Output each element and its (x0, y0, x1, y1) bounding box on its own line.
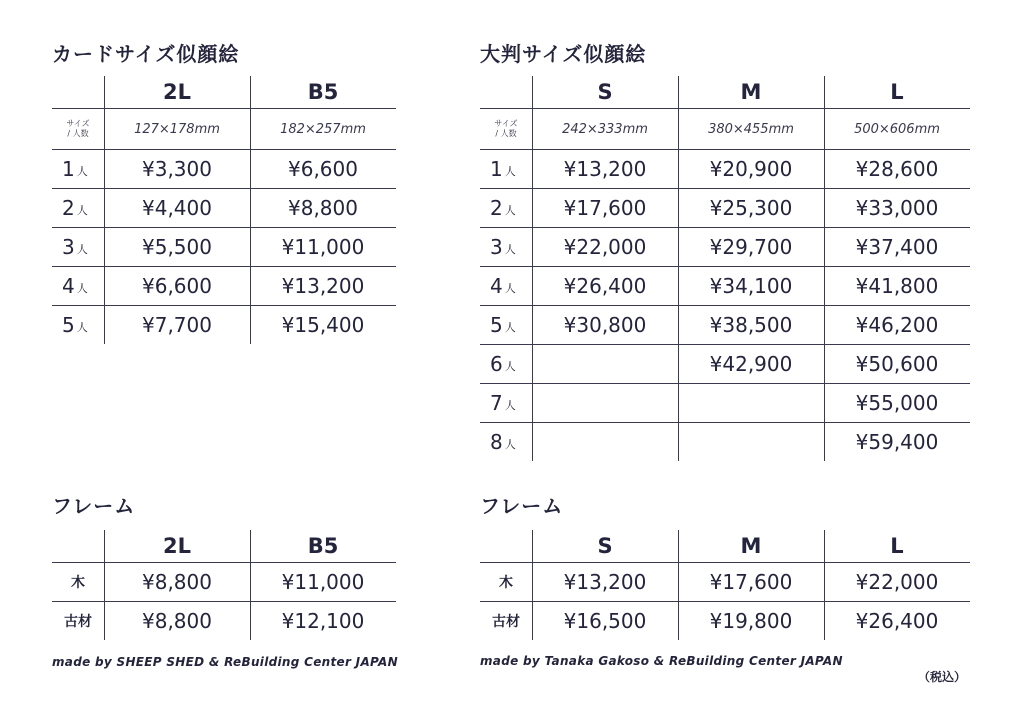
price-cell: ¥26,400 (855, 609, 939, 633)
tax-included-note: （税込） (918, 670, 967, 684)
price-cell (532, 345, 678, 383)
people-unit: 人 (76, 204, 88, 217)
people-number: 5 (62, 313, 75, 337)
people-number: 2 (62, 196, 75, 220)
price-cell: ¥50,600 (855, 352, 939, 376)
people-number: 1 (490, 157, 503, 181)
column-header-l: L (890, 80, 904, 104)
corner-label-people: / 人数 (67, 129, 89, 138)
people-unit: 人 (504, 321, 516, 334)
price-cell: ¥55,000 (855, 391, 939, 415)
column-header-2l: 2L (163, 534, 191, 558)
column-divider (104, 76, 105, 344)
price-cell: ¥13,200 (563, 157, 647, 181)
column-divider (532, 76, 533, 461)
price-cell: ¥13,200 (563, 570, 647, 594)
price-cell: ¥8,800 (288, 196, 358, 220)
price-cell: ¥28,600 (855, 157, 939, 181)
price-row (480, 150, 970, 189)
price-cell: ¥41,800 (855, 274, 939, 298)
large-size-price-table (480, 76, 970, 461)
right-frame-title: フレーム (480, 494, 564, 518)
price-row (480, 228, 970, 267)
price-cell (678, 423, 824, 461)
people-unit: 人 (504, 243, 516, 256)
people-number: 4 (62, 274, 75, 298)
price-cell: ¥3,300 (142, 157, 212, 181)
price-cell: ¥20,900 (709, 157, 793, 181)
price-cell: ¥5,500 (142, 235, 212, 259)
people-number: 2 (490, 196, 503, 220)
left-credit: made by SHEEP SHED & ReBuilding Center JAPAN (52, 655, 398, 669)
price-cell: ¥11,000 (281, 570, 365, 594)
price-cell: ¥8,800 (142, 609, 212, 633)
people-number: 5 (490, 313, 503, 337)
people-number: 1 (62, 157, 75, 181)
people-number: 3 (490, 235, 503, 259)
frame-material-label: 古材 (64, 614, 92, 630)
column-header-b5: B5 (307, 80, 339, 104)
price-cell: ¥17,600 (563, 196, 647, 220)
header-row (480, 530, 970, 563)
column-divider (678, 530, 679, 640)
right-credit: made by Tanaka Gakoso & ReBuilding Center JAPAN (480, 654, 843, 668)
price-cell: ¥13,200 (281, 274, 365, 298)
column-divider (104, 530, 105, 640)
price-cell: ¥8,800 (142, 570, 212, 594)
people-unit: 人 (504, 399, 516, 412)
right-frame-price-table (480, 530, 970, 640)
card-size-price-table (52, 76, 396, 344)
price-cell: ¥59,400 (855, 430, 939, 454)
price-cell: ¥34,100 (709, 274, 793, 298)
people-unit: 人 (504, 360, 516, 373)
size-dimension: 182×257mm (280, 121, 366, 137)
price-cell: ¥4,400 (142, 196, 212, 220)
price-cell: ¥29,700 (709, 235, 793, 259)
column-divider (824, 76, 825, 461)
people-number: 7 (490, 391, 503, 415)
people-number: 3 (62, 235, 75, 259)
corner-label-people: / 人数 (495, 129, 517, 138)
size-people-corner-label (52, 109, 104, 149)
column-divider (824, 530, 825, 640)
price-cell: ¥26,400 (563, 274, 647, 298)
price-cell: ¥30,800 (563, 313, 647, 337)
size-dimension: 500×606mm (854, 121, 940, 137)
price-cell: ¥6,600 (142, 274, 212, 298)
price-cell: ¥42,900 (709, 352, 793, 376)
column-header-2l: 2L (163, 80, 191, 104)
frame-material-label: 木 (499, 575, 513, 591)
large-size-portrait-title: 大判サイズ似顔絵 (480, 42, 647, 66)
price-cell (532, 384, 678, 422)
size-dimension: 242×333mm (562, 121, 648, 137)
column-header-s: S (597, 80, 613, 104)
header-row (480, 76, 970, 109)
price-cell: ¥19,800 (709, 609, 793, 633)
column-divider (678, 76, 679, 461)
frame-material-label: 古材 (492, 614, 520, 630)
price-row (480, 267, 970, 306)
people-number: 6 (490, 352, 503, 376)
column-header-m: M (740, 80, 762, 104)
people-unit: 人 (76, 282, 88, 295)
size-people-corner-label (480, 109, 532, 149)
price-cell: ¥17,600 (709, 570, 793, 594)
people-unit: 人 (76, 321, 88, 334)
size-dimension: 380×455mm (708, 121, 794, 137)
column-divider (532, 530, 533, 640)
people-number: 4 (490, 274, 503, 298)
price-cell: ¥38,500 (709, 313, 793, 337)
price-cell (678, 384, 824, 422)
column-header-b5: B5 (307, 534, 339, 558)
price-row (480, 384, 970, 423)
frame-row (480, 563, 970, 602)
column-header-m: M (740, 534, 762, 558)
price-cell (532, 423, 678, 461)
price-cell: ¥22,000 (563, 235, 647, 259)
left-frame-title: フレーム (52, 494, 136, 518)
price-cell: ¥22,000 (855, 570, 939, 594)
column-divider (250, 76, 251, 344)
price-row (480, 423, 970, 461)
price-cell: ¥37,400 (855, 235, 939, 259)
people-unit: 人 (76, 243, 88, 256)
size-dimension: 127×178mm (134, 121, 220, 137)
people-unit: 人 (504, 165, 516, 178)
price-cell: ¥46,200 (855, 313, 939, 337)
column-header-l: L (890, 534, 904, 558)
frame-material-label: 木 (71, 575, 85, 591)
price-cell: ¥33,000 (855, 196, 939, 220)
people-unit: 人 (76, 165, 88, 178)
price-row (480, 306, 970, 345)
price-cell: ¥16,500 (563, 609, 647, 633)
price-row (480, 189, 970, 228)
corner-label-size: サイズ (494, 119, 518, 128)
people-unit: 人 (504, 438, 516, 451)
card-size-portrait-title: カードサイズ似顔絵 (52, 42, 240, 66)
price-cell: ¥15,400 (281, 313, 365, 337)
left-frame-price-table (52, 530, 396, 640)
price-cell: ¥7,700 (142, 313, 212, 337)
people-unit: 人 (504, 282, 516, 295)
frame-row (480, 602, 970, 640)
column-divider (250, 530, 251, 640)
corner-label-size: サイズ (66, 119, 90, 128)
price-cell: ¥25,300 (709, 196, 793, 220)
price-cell: ¥6,600 (288, 157, 358, 181)
people-unit: 人 (504, 204, 516, 217)
column-header-s: S (597, 534, 613, 558)
price-cell: ¥12,100 (281, 609, 365, 633)
size-row (480, 109, 970, 150)
price-row (480, 345, 970, 384)
people-number: 8 (490, 430, 503, 454)
price-cell: ¥11,000 (281, 235, 365, 259)
